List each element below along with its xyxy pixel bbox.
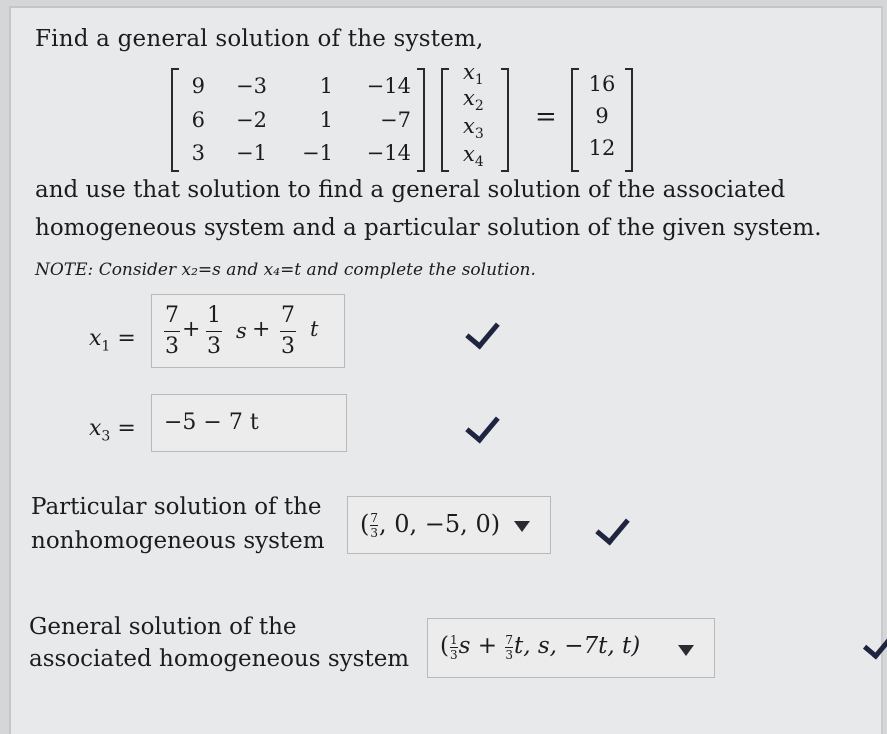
- matrix-a-cell: −3: [236, 74, 267, 98]
- x1-fraction-3: 7 3: [281, 303, 295, 359]
- x3-label: $x_3$ =: [89, 416, 136, 445]
- vector-x-entry: $x_4$: [463, 142, 484, 171]
- vector-x-entry: $x_1$: [463, 60, 484, 89]
- matrix-a-cell: 3: [191, 141, 205, 165]
- vector-x-entry: $x_3$: [463, 114, 484, 143]
- matrix-a-cell: 1: [319, 74, 333, 98]
- vector-b-entry: 9: [595, 104, 609, 128]
- matrix-a-cell: −7: [380, 108, 411, 132]
- matrix-a-cell: −2: [236, 108, 267, 132]
- vector-b-right-bracket: [625, 68, 633, 172]
- particular-fraction: $\frac{7}{3}$: [370, 511, 379, 540]
- particular-label-line1: Particular solution of the: [31, 494, 322, 520]
- matrix-a-right-bracket: [417, 68, 425, 172]
- vector-b-entry: 16: [588, 72, 616, 96]
- x3-answer-field[interactable]: [151, 394, 347, 452]
- x1-fraction-1: 7 3: [165, 303, 179, 359]
- x1-fraction-2: 1 3: [207, 303, 221, 359]
- chevron-down-icon[interactable]: [678, 645, 694, 656]
- x1-var-s: s: [236, 319, 247, 343]
- question-intro: Find a general solution of the system,: [35, 26, 484, 52]
- matrix-a-cell: −14: [366, 141, 411, 165]
- homogeneous-value: ( $\frac{1}{3}$ s + $\frac{7}{3}$ t, s, −7t, t): [440, 632, 641, 662]
- homogeneous-solution-dropdown[interactable]: [427, 618, 715, 678]
- vector-x-right-bracket: [501, 68, 509, 172]
- matrix-a-cell: 9: [191, 74, 205, 98]
- matrix-a-cell: 6: [191, 108, 205, 132]
- check-mark-icon: [465, 314, 499, 350]
- homogeneous-fraction-1: $\frac{1}{3}$: [449, 632, 458, 662]
- matrix-a-cell: 1: [319, 108, 333, 132]
- chevron-down-icon[interactable]: [514, 521, 530, 532]
- particular-solution-dropdown[interactable]: [347, 496, 551, 554]
- vector-b-left-bracket: [571, 68, 579, 172]
- x1-var-t: t: [310, 317, 319, 341]
- x1-plus-sign: +: [252, 317, 271, 342]
- homogeneous-label-line1: General solution of the: [29, 614, 297, 640]
- x3-answer-value: −5 − 7 t: [164, 410, 259, 435]
- check-mark-icon: [465, 408, 499, 444]
- vector-x-left-bracket: [441, 68, 449, 172]
- question-paragraph-line2: homogeneous system and a particular solution of the given system.: [35, 215, 822, 241]
- question-panel: [9, 6, 883, 734]
- x1-plus-sign: +: [182, 317, 201, 342]
- question-paragraph-line1: and use that solution to find a general solution of the associated: [35, 177, 786, 203]
- vector-b-entry: 12: [588, 136, 616, 160]
- matrix-a-cell: −14: [366, 74, 411, 98]
- vector-x-entry: $x_2$: [463, 86, 484, 115]
- equals-sign: =: [535, 102, 557, 132]
- particular-label-line2: nonhomogeneous system: [31, 528, 325, 554]
- x1-answer-field[interactable]: [151, 294, 345, 368]
- matrix-a-cell: −1: [236, 141, 267, 165]
- homogeneous-fraction-2: $\frac{7}{3}$: [505, 632, 513, 662]
- homogeneous-label-line2: associated homogeneous system: [29, 646, 410, 672]
- matrix-a-cell: −1: [302, 141, 333, 165]
- check-mark-icon: [595, 510, 629, 546]
- x1-label: $x_1$ =: [89, 326, 136, 355]
- question-note: NOTE: Consider x₂=s and x₄=t and complete the solution.: [35, 260, 536, 280]
- check-mark-icon: [863, 629, 887, 659]
- particular-value: ( $\frac{7}{3}$ , 0, −5, 0): [360, 510, 501, 540]
